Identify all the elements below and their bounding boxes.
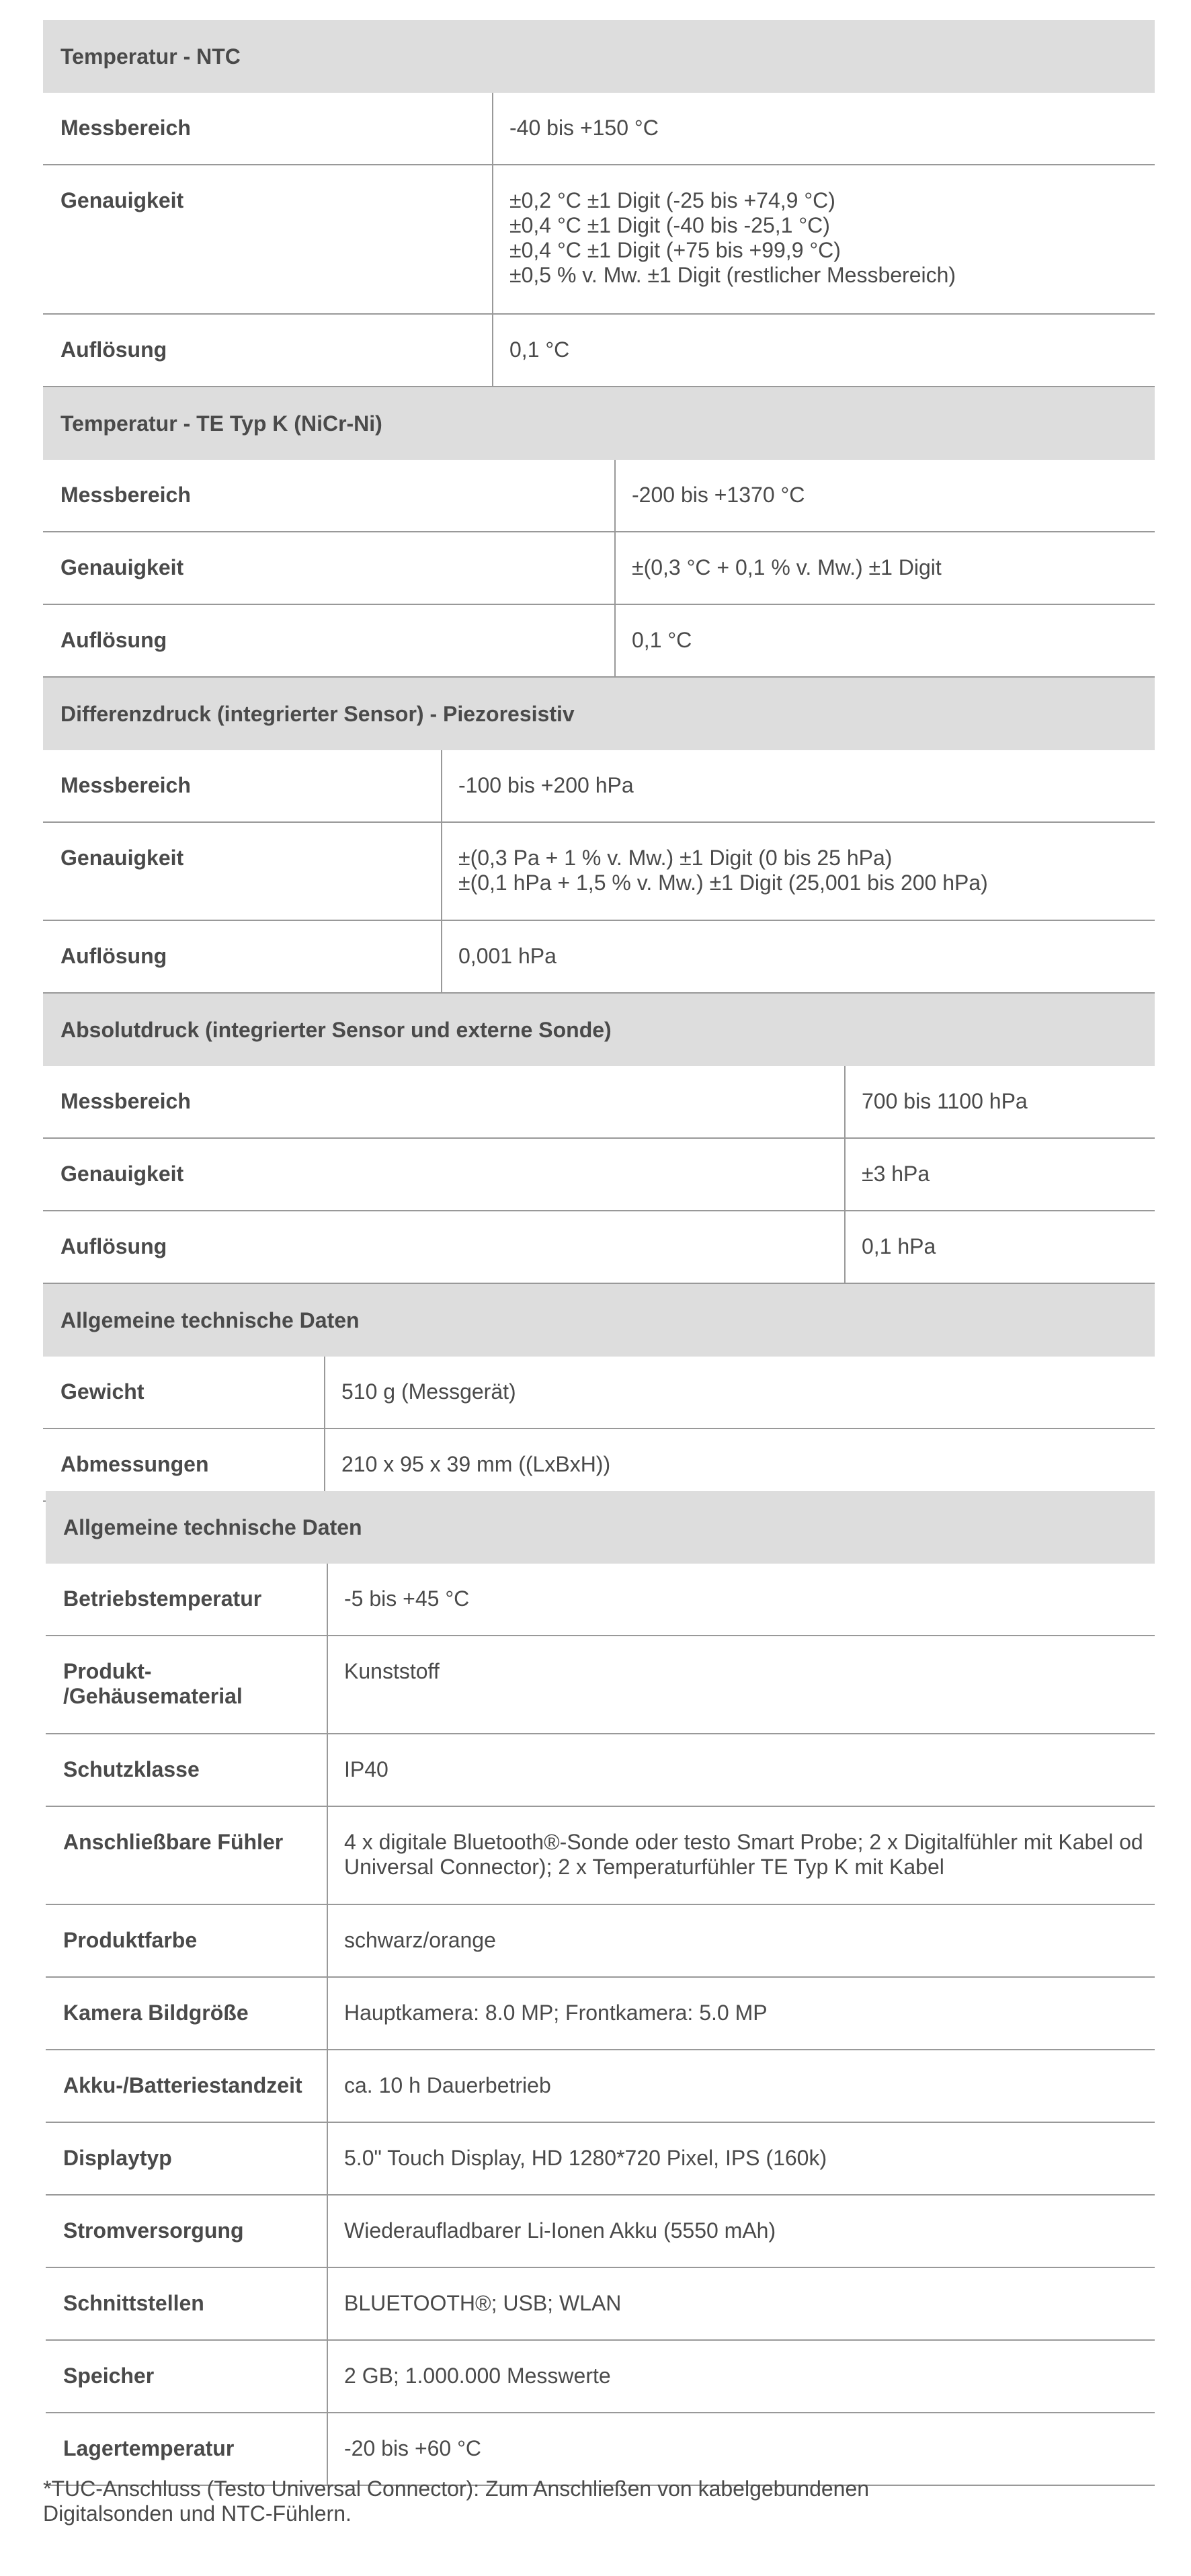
spec-row	[43, 460, 1155, 532]
footnote: *TUC-Anschluss (Testo Universal Connector): Zum Anschließen von kabelgebundenen Digitalsonden und NTC-Fühlern.	[43, 2477, 870, 2526]
section-header: Temperatur - NTC	[43, 20, 1155, 93]
spec-value: 0,1 °C	[632, 628, 692, 652]
spec-row	[46, 1905, 1155, 1978]
spec-label: Betriebstemperatur	[46, 1564, 328, 1635]
spec-label: Displaytyp	[46, 2123, 328, 2194]
spec-row	[46, 2050, 1155, 2123]
spec-row	[43, 93, 1155, 165]
spec-row	[43, 1139, 1155, 1211]
spec-label: Schutzklasse	[46, 1734, 328, 1806]
spec-value: Kunststoff	[344, 1659, 440, 1683]
spec-label: Produktfarbe	[46, 1905, 328, 1976]
spec-value: ±0,2 °C ±1 Digit (-25 bis +74,9 °C) ±0,4 °C ±1 Digit (-40 bis -25,1 °C) ±0,4 °C ±1 Digit (+75 bis +99,9 °C) ±0,5 % v. Mw. ±1 Digit (restlicher Messbereich)	[509, 188, 956, 287]
spec-section-absolutdruck	[43, 994, 1155, 1284]
spec-row	[46, 2341, 1155, 2413]
spec-row	[46, 2196, 1155, 2268]
spec-row	[46, 1807, 1155, 1905]
spec-value: 0,1 hPa	[862, 1234, 936, 1258]
spec-label: Auflösung	[43, 1211, 846, 1283]
spec-value: IP40	[344, 1757, 388, 1781]
spec-value: -20 bis +60 °C	[344, 2436, 482, 2460]
spec-label: Kamera Bildgröße	[46, 1978, 328, 2049]
spec-label: Akku-/Batteriestandzeit	[46, 2050, 328, 2122]
spec-label: Messbereich	[43, 93, 493, 164]
spec-label: Genauigkeit	[43, 532, 616, 604]
spec-value: 510 g (Messgerät)	[341, 1379, 516, 1404]
spec-value: -5 bis +45 °C	[344, 1586, 470, 1611]
section-header: Differenzdruck (integrierter Sensor) - Piezoresistiv	[43, 678, 1155, 750]
spec-label: Abmessungen	[43, 1429, 325, 1500]
spec-label: Schnittstellen	[46, 2268, 328, 2339]
spec-row	[43, 1211, 1155, 1284]
section-header: Absolutdruck (integrierter Sensor und externe Sonde)	[43, 994, 1155, 1066]
spec-section-differenzdruck	[43, 678, 1155, 994]
spec-value: -100 bis +200 hPa	[458, 773, 634, 797]
spec-value: BLUETOOTH®; USB; WLAN	[344, 2291, 622, 2315]
spec-value: 700 bis 1100 hPa	[862, 1089, 1028, 1113]
spec-label: Auflösung	[43, 921, 442, 992]
spec-value: schwarz/orange	[344, 1928, 496, 1952]
spec-label: Lagertemperatur	[46, 2413, 328, 2485]
spec-row	[43, 921, 1155, 994]
spec-section-allgemein-2	[46, 1491, 1155, 2486]
spec-row	[43, 315, 1155, 387]
spec-row	[43, 532, 1155, 605]
spec-value: ±(0,3 °C + 0,1 % v. Mw.) ±1 Digit	[632, 555, 942, 579]
spec-value: ±(0,3 Pa + 1 % v. Mw.) ±1 Digit (0 bis 25 hPa) ±(0,1 hPa + 1,5 % v. Mw.) ±1 Digit (25,001 bis 200 hPa)	[458, 846, 988, 895]
spec-value: 0,1 °C	[509, 337, 570, 362]
spec-row	[43, 1357, 1155, 1429]
spec-row	[43, 165, 1155, 315]
spec-section-ntc	[43, 20, 1155, 387]
spec-row	[46, 1564, 1155, 1636]
spec-label: Speicher	[46, 2341, 328, 2412]
spec-value: Hauptkamera: 8.0 MP; Frontkamera: 5.0 MP	[344, 2001, 768, 2025]
spec-section-allgemein-1	[43, 1284, 1155, 1502]
spec-row	[43, 823, 1155, 921]
spec-value: Wiederaufladbarer Li-Ionen Akku (5550 mAh)	[344, 2218, 776, 2243]
spec-row	[43, 750, 1155, 823]
spec-value: 5.0" Touch Display, HD 1280*720 Pixel, IPS (160k)	[344, 2146, 827, 2170]
spec-label: Gewicht	[43, 1357, 325, 1428]
spec-row	[46, 1636, 1155, 1734]
spec-section-te-typ-k	[43, 387, 1155, 678]
spec-value: 4 x digitale Bluetooth®-Sonde oder testo Smart Probe; 2 x Digitalfühler mit Kabel od Universal Connector); 2 x Temperaturfühler TE Typ K mit Kabel	[344, 1830, 1143, 1879]
spec-value: 2 GB; 1.000.000 Messwerte	[344, 2364, 611, 2388]
spec-label: Messbereich	[43, 460, 616, 531]
section-header: Temperatur - TE Typ K (NiCr-Ni)	[43, 387, 1155, 460]
spec-row	[46, 2413, 1155, 2486]
spec-row	[46, 2268, 1155, 2341]
spec-label: Auflösung	[43, 315, 493, 386]
spec-label: Produkt- /Gehäusematerial	[46, 1636, 328, 1733]
spec-row	[43, 605, 1155, 678]
spec-label: Messbereich	[43, 750, 442, 821]
spec-label: Genauigkeit	[43, 1139, 846, 1210]
spec-row	[46, 1978, 1155, 2050]
spec-value: 210 x 95 x 39 mm ((LxBxH))	[341, 1452, 611, 1476]
spec-label: Anschließbare Fühler	[46, 1807, 328, 1904]
spec-label: Messbereich	[43, 1066, 846, 1137]
section-header: Allgemeine technische Daten	[43, 1284, 1155, 1357]
spec-label: Genauigkeit	[43, 165, 493, 313]
spec-row	[46, 1734, 1155, 1807]
spec-label: Auflösung	[43, 605, 616, 676]
spec-value: -40 bis +150 °C	[509, 116, 659, 140]
spec-label: Stromversorgung	[46, 2196, 328, 2267]
section-header: Allgemeine technische Daten	[46, 1491, 1155, 1564]
spec-row	[43, 1066, 1155, 1139]
spec-value: -200 bis +1370 °C	[632, 483, 805, 507]
spec-value: ±3 hPa	[862, 1162, 930, 1186]
spec-value: 0,001 hPa	[458, 944, 557, 968]
spec-label: Genauigkeit	[43, 823, 442, 920]
spec-row	[46, 2123, 1155, 2196]
spec-value: ca. 10 h Dauerbetrieb	[344, 2073, 551, 2097]
